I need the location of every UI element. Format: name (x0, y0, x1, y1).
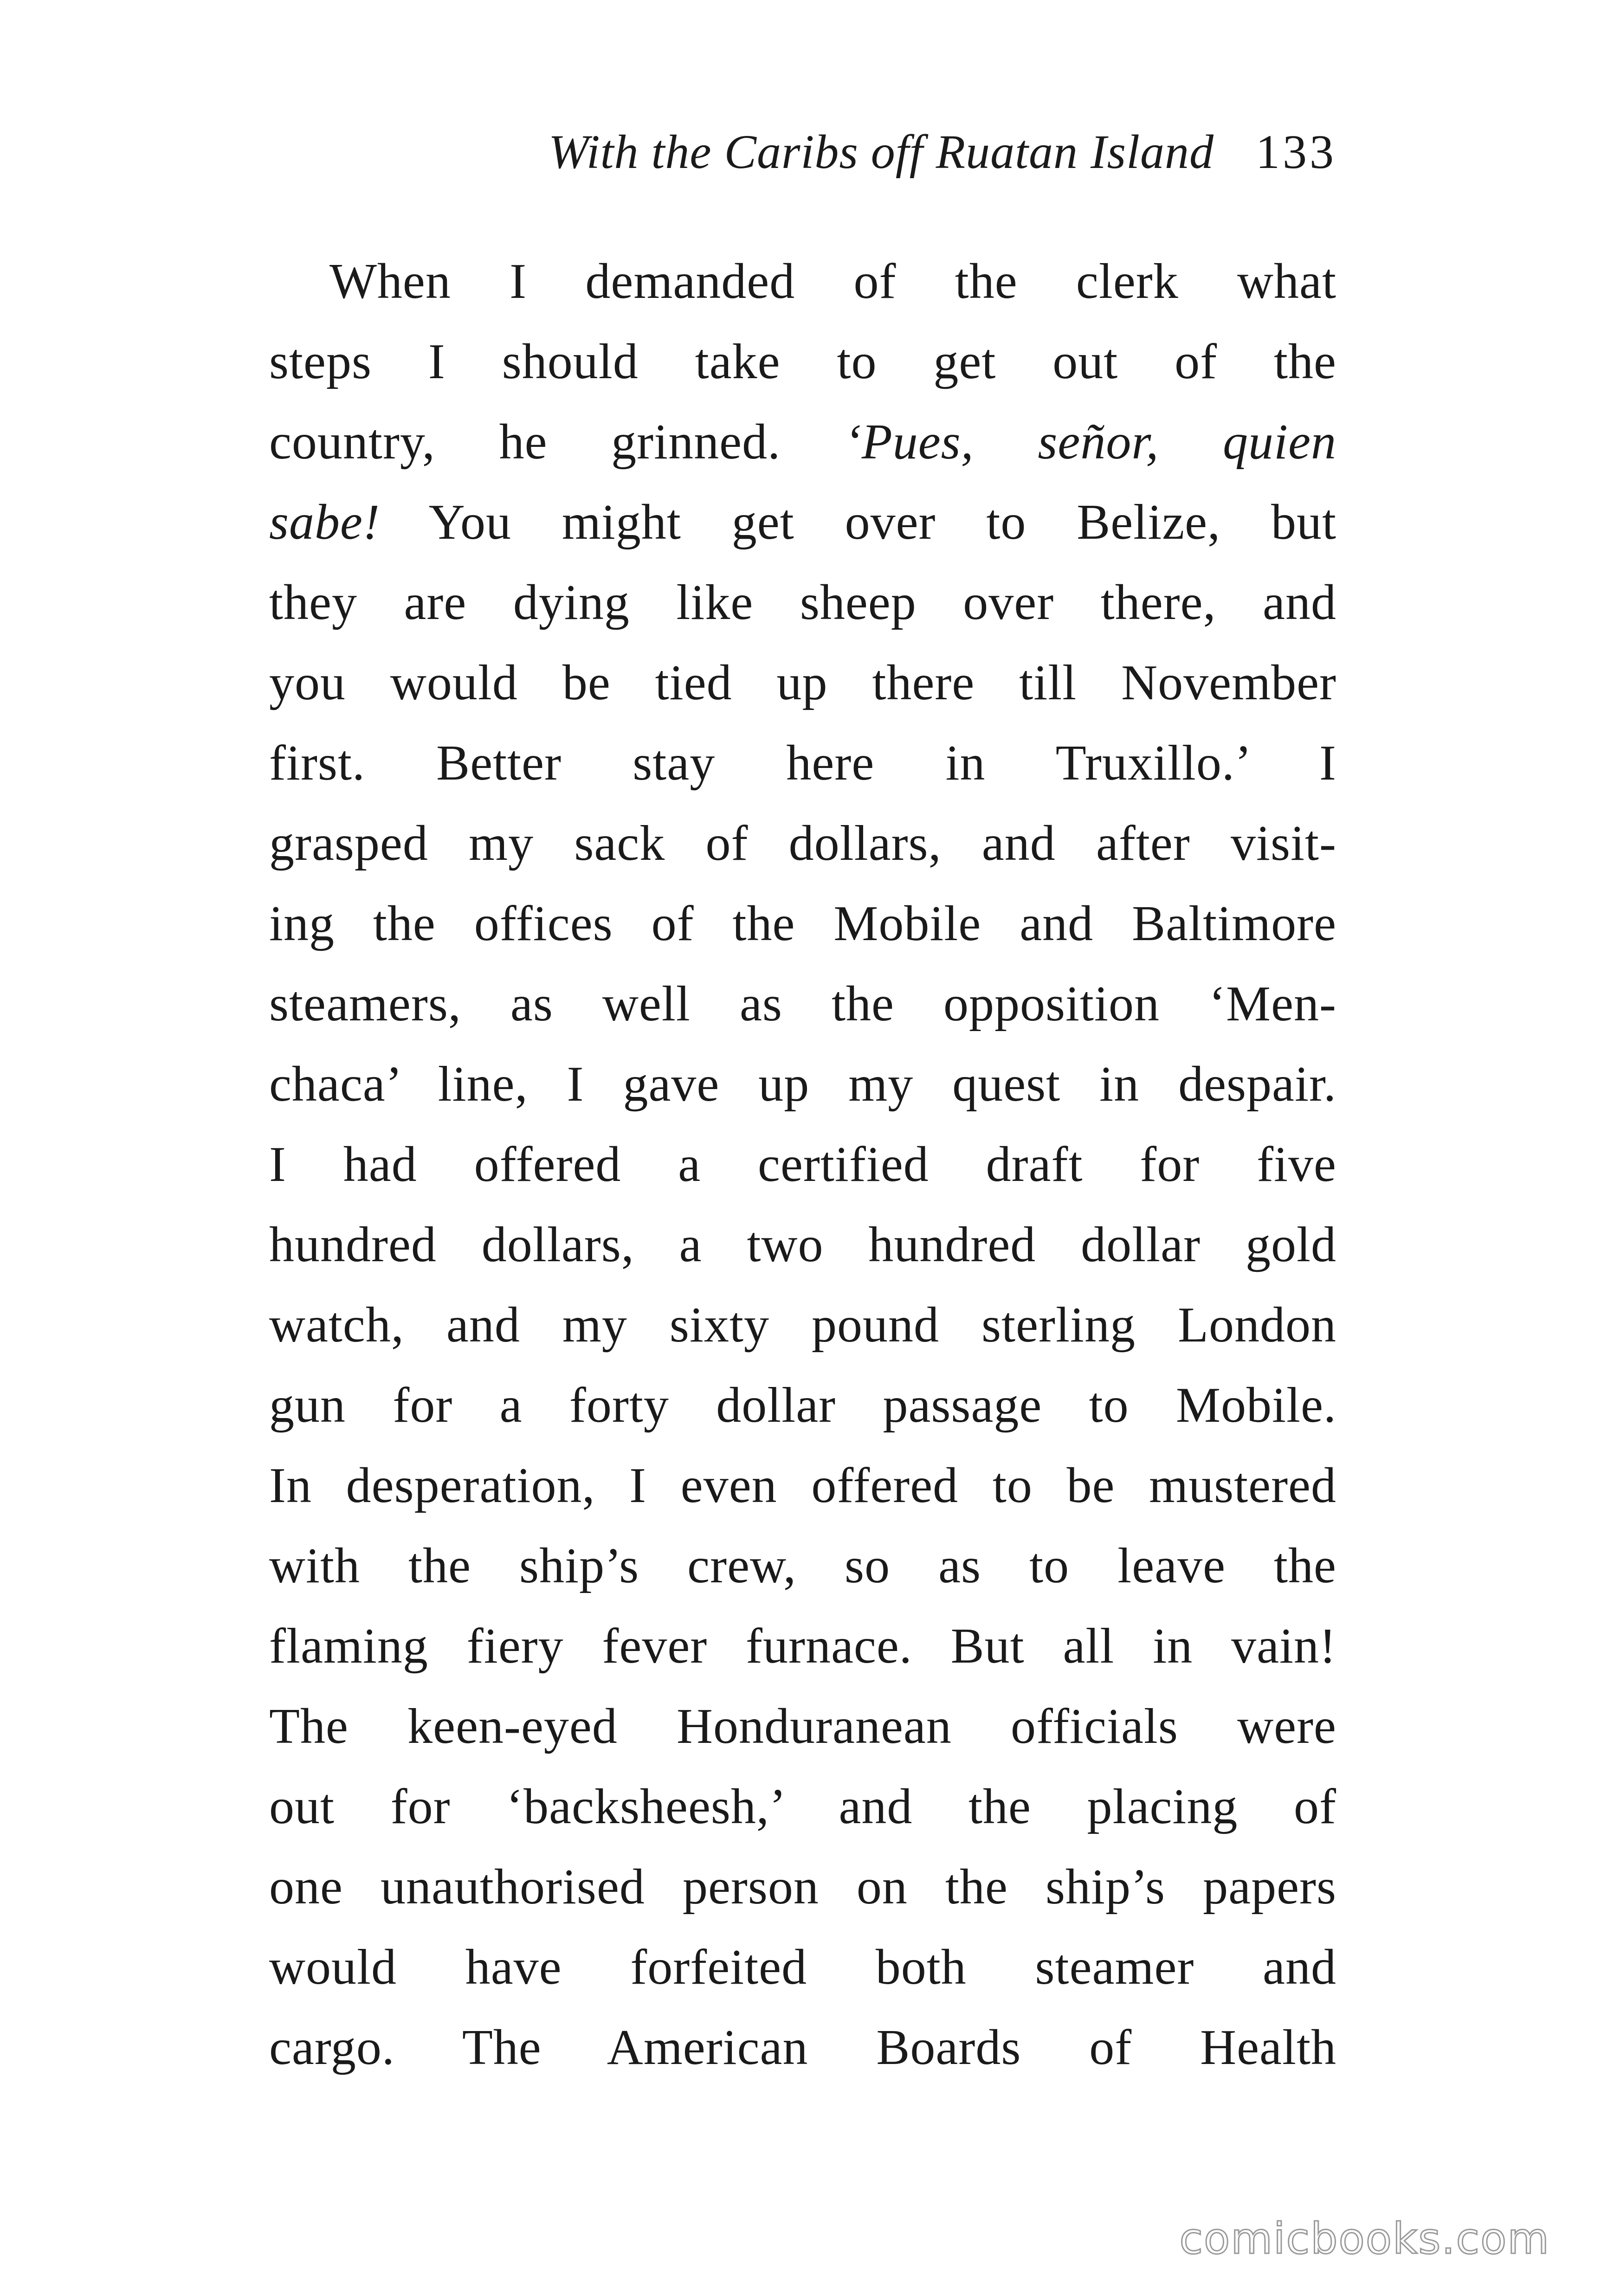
text-line: out for ‘backsheesh,’ and the placing of (269, 1779, 1336, 1834)
text-line: The keen-eyed Honduranean officials were (269, 1699, 1336, 1754)
text-run: country, he grinned. (269, 414, 845, 470)
text-line: hundred dollars, a two hundred dollar gold (269, 1217, 1336, 1272)
text-line: one unauthorised person on the ship’s papers (269, 1859, 1336, 1915)
text-run: You might get over to Belize, but (380, 495, 1336, 550)
text-line: cargo. The American Boards of Health (269, 2020, 1336, 2075)
running-head (269, 124, 1336, 189)
watermark: comicbooks.com (1179, 2214, 1550, 2264)
body-text (269, 241, 1336, 2088)
text-line: I had offered a certified draft for five (269, 1137, 1336, 1192)
text-line: steps I should take to get out of the (269, 334, 1336, 389)
text-line: steamers, as well as the opposition ‘Men- (269, 976, 1336, 1032)
text-line: flaming fiery fever furnace. But all in vain! (269, 1619, 1336, 1674)
text-line: chaca’ line, I gave up my quest in despair. (269, 1057, 1336, 1112)
page-number: 133 (1256, 125, 1336, 179)
text-line: gun for a forty dollar passage to Mobile. (269, 1378, 1336, 1433)
italic-text-run: sabe! (269, 495, 380, 550)
text-line: would have forfeited both steamer and (269, 1940, 1336, 1995)
text-line: first. Better stay here in Truxillo.’ I (269, 735, 1336, 791)
text-line: watch, and my sixty pound sterling London (269, 1297, 1336, 1353)
text-line: When I demanded of the clerk what (329, 254, 1336, 309)
text-line: they are dying like sheep over there, and (269, 575, 1336, 630)
text-line: grasped my sack of dollars, and after visit- (269, 816, 1336, 871)
text-line: ing the offices of the Mobile and Baltimore (269, 896, 1336, 951)
running-title: With the Caribs off Ruatan Island (548, 125, 1214, 179)
text-line (269, 402, 1336, 482)
text-line: you would be tied up there till November (269, 655, 1336, 710)
text-line: In desperation, I even offered to be mustered (269, 1458, 1336, 1513)
italic-text-run: ‘Pues, señor, quien (844, 414, 1337, 470)
text-line: with the ship’s crew, so as to leave the (269, 1538, 1336, 1593)
text-line (269, 482, 1336, 562)
